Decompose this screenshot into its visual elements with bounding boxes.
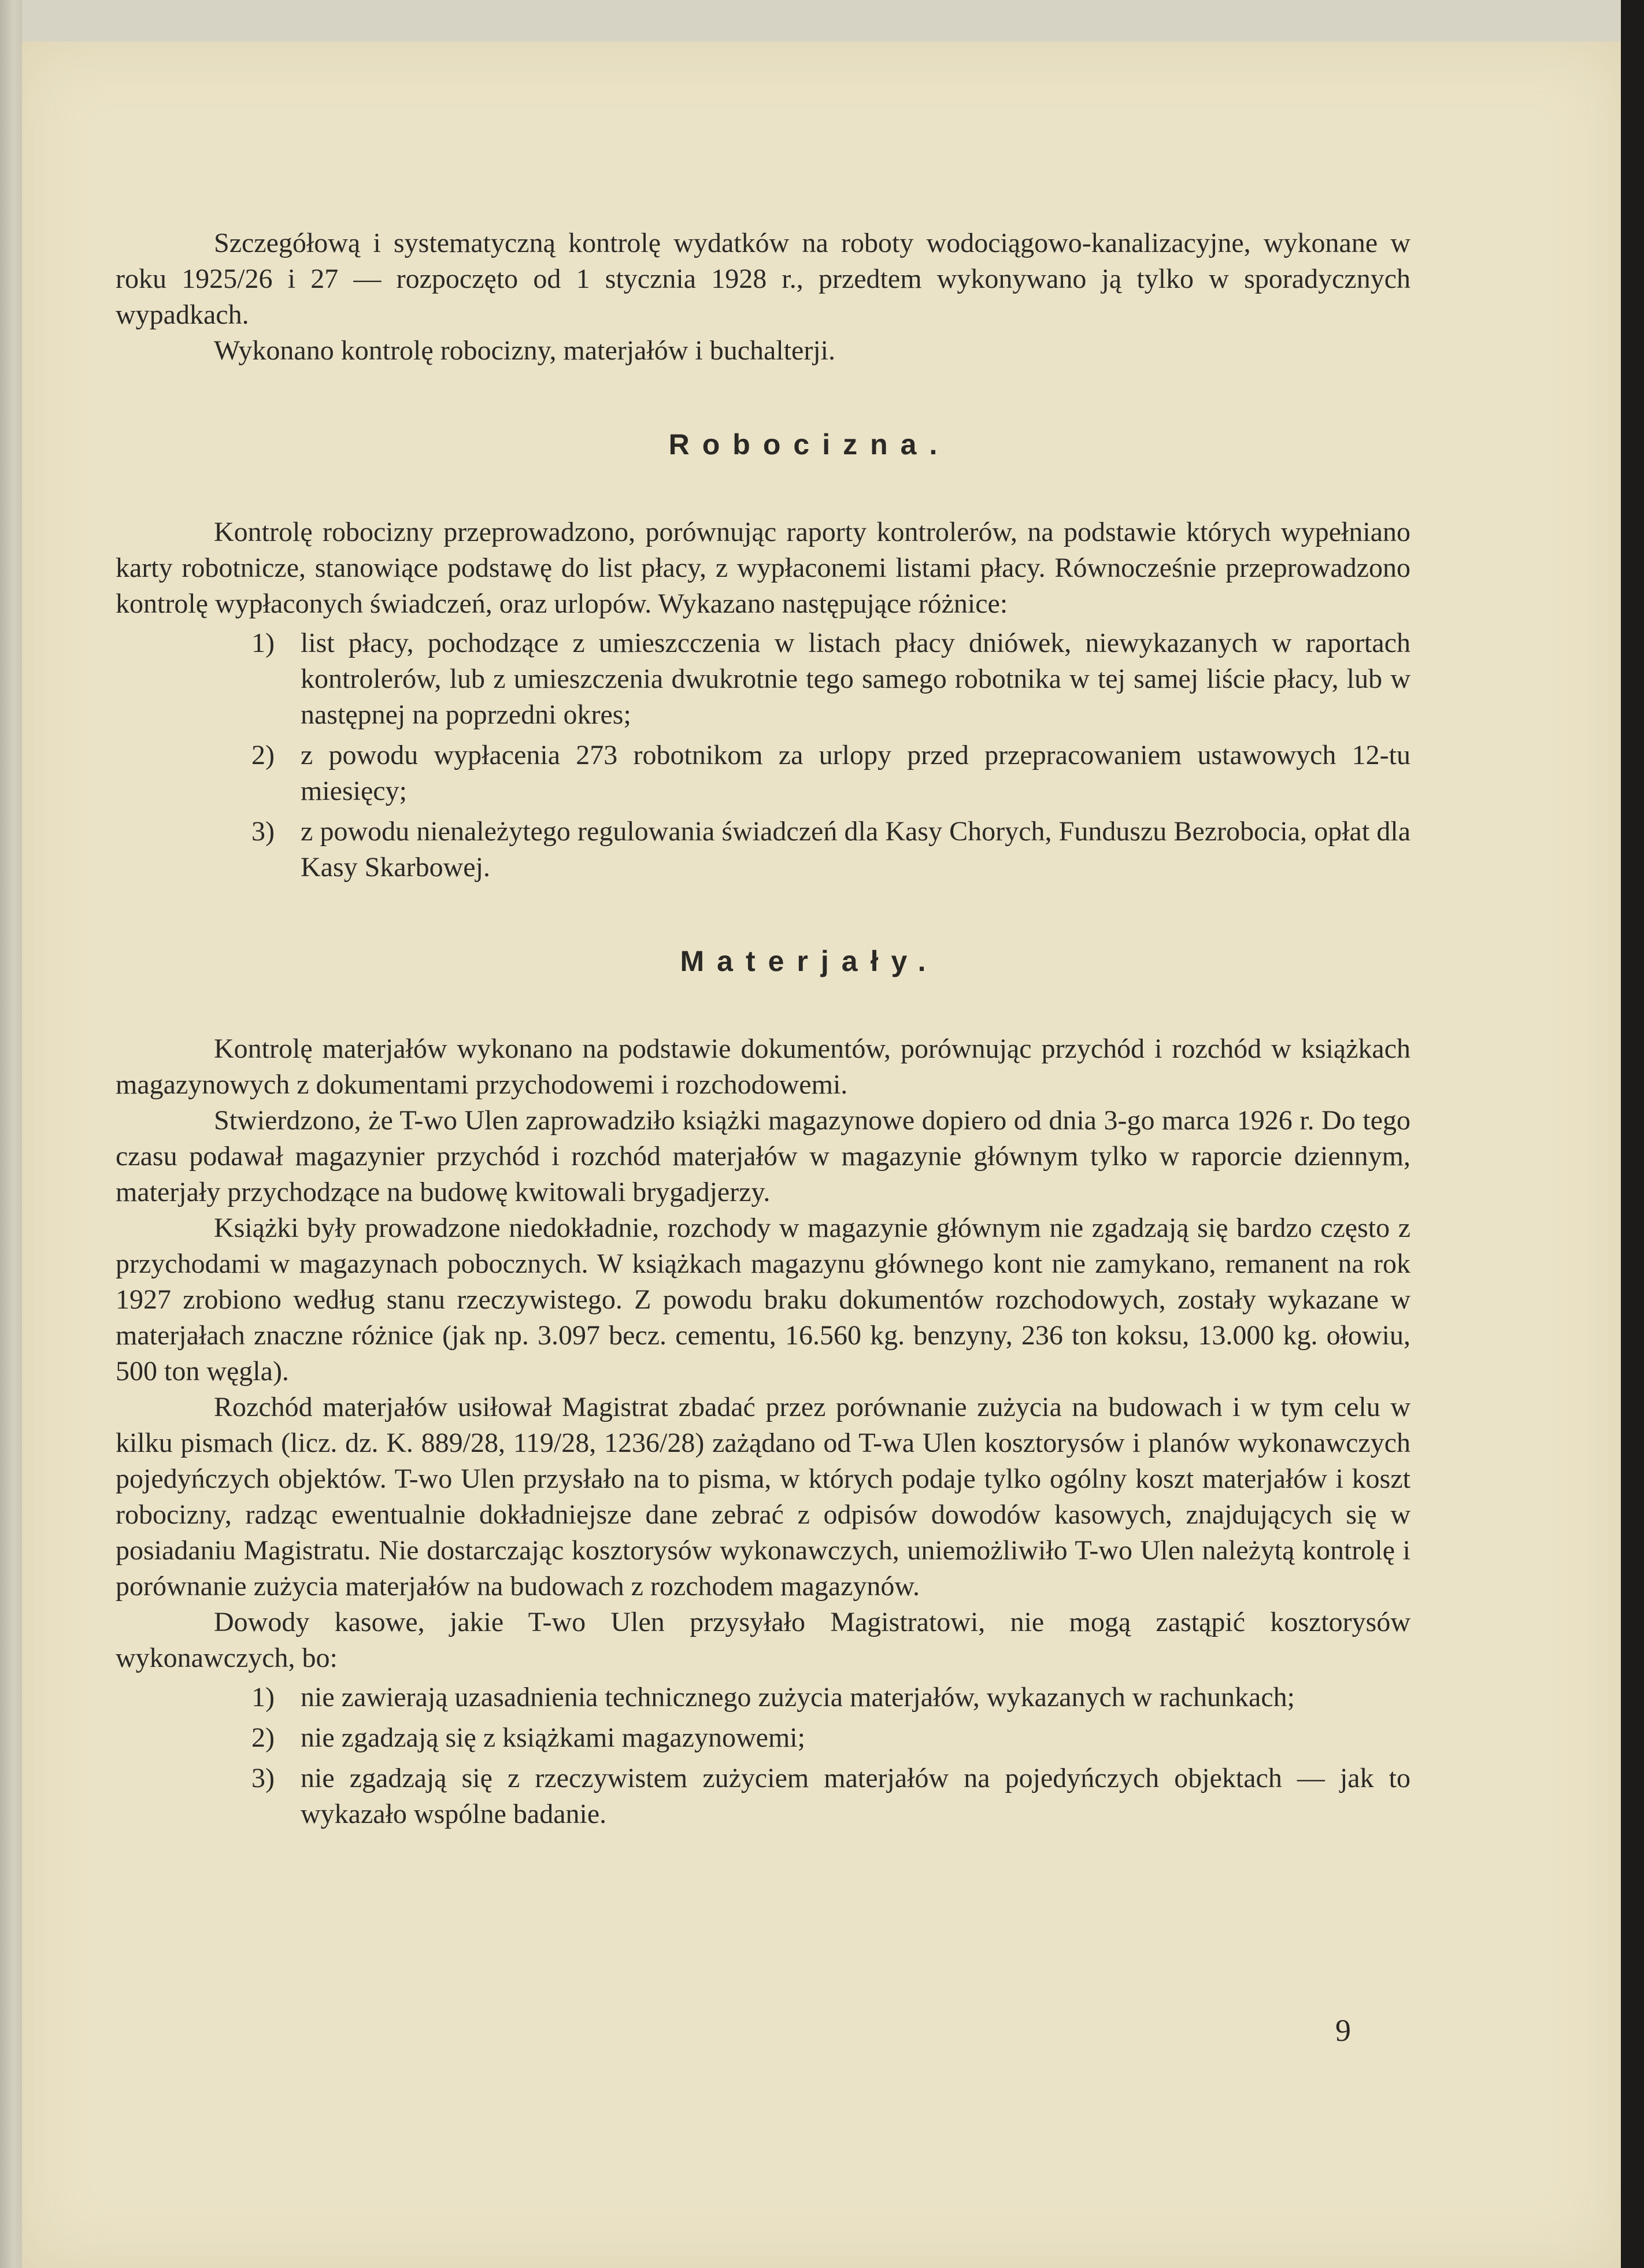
body-text [116, 225, 1410, 1840]
list-item-text: nie zawierają uzasadnienia technicznego zużycia materjałów, wykazanych w rachunkach; [301, 1682, 1295, 1713]
list-item-number: 1) [251, 628, 275, 658]
list-item [116, 1680, 1410, 1715]
list-item-number: 2) [251, 1722, 275, 1753]
materjaly-paragraph-3: Książki były prowadzone niedokładnie, rozchody w magazynie głównym nie zgadzają się bardzo często z przychodami w magazynach pobocznych. W książkach magazynu głównego kont nie zamykano, remanent na rok 1927 zrobiono według stanu rzeczywistego. Z powodu braku dokumentów rozchodowych, zostały wykazane w materjałach znaczne różnice (jak np. 3.097 becz. cementu, 16.560 kg. benzyny, 236 ton koksu, 13.000 kg. ołowiu, 500 ton węgla). [116, 1213, 1410, 1387]
page-number: 9 [1335, 2013, 1351, 2048]
list-item [116, 814, 1410, 885]
list-item-text: z powodu nienależytego regulowania świadczeń dla Kasy Chorych, Funduszu Bezrobocia, opłat dla Kasy Skarbowej. [301, 816, 1410, 883]
list-item-number: 3) [251, 816, 275, 847]
list-item-number: 3) [251, 1763, 275, 1793]
intro-paragraph-1: Szczegółową i systematyczną kontrolę wydatków na roboty wodociągowo-kanalizacyjne, wykonane w roku 1925/26 i 27 — rozpoczęto od 1 stycznia 1928 r., przedtem wykonywano ją tylko w sporadycznych wypadkach. [116, 228, 1410, 330]
list-item-number: 2) [251, 740, 275, 770]
materjaly-paragraph-1: Kontrolę materjałów wykonano na podstawie dokumentów, porównując przychód i rozchód w książkach magazynowych z dokumentami przychodowemi i rozchodowemi. [116, 1033, 1410, 1100]
intro-paragraph-2: Wykonano kontrolę robocizny, materjałów i buchalterji. [214, 335, 835, 366]
section-heading-materjaly: Materjały. [680, 945, 939, 977]
list-item-text: z powodu wypłacenia 273 robotnikom za urlopy przed przepracowaniem ustawowych 12-tu miesięcy; [301, 740, 1410, 806]
book-gutter-edge [0, 0, 22, 2268]
materjaly-paragraph-2: Stwierdzono, że T-wo Ulen zaprowadziło książki magazynowe dopiero od dnia 3-go marca 1926 r. Do tego czasu podawał magazynier przychód i rozchód materjałów w magazynie głównym tylko w raporcie dziennym, materjały przychodzące na budowę kwitowali brygadjerzy. [116, 1105, 1410, 1207]
list-item [116, 625, 1410, 733]
list-item-number: 1) [251, 1682, 275, 1713]
scan-top-margin [0, 0, 1644, 42]
list-item-text: nie zgadzają się z książkami magazynowemi; [301, 1722, 805, 1753]
list-item [116, 1761, 1410, 1832]
section-heading-robocizna: Robocizna. [668, 428, 950, 461]
materjaly-list [116, 1680, 1410, 1832]
materjaly-paragraph-4: Rozchód materjałów usiłował Magistrat zbadać przez porównanie zużycia na budowach i w tym celu w kilku pismach (licz. dz. K. 889/28, 119/28, 1236/28) zażądano od T-wa Ulen kosztorysów i planów wykonawczych pojedyńczych objektów. T-wo Ulen przysłało na to pisma, w których podaje tylko ogólny koszt materjałów i koszt robocizny, radząc ewentualnie dokładniejsze dane zebrać z odpisów dowodów kasowych, znajdujących się w posiadaniu Magistratu. Nie dostarczając kosztorysów wykonawczych, uniemożliwiło T-wo Ulen należytą kontrolę i porównanie zużycia materjałów na budowach z rozchodem magazynów. [116, 1392, 1410, 1602]
list-item [116, 1720, 1410, 1756]
scan-right-border [1621, 0, 1644, 2268]
list-item-text: list płacy, pochodzące z umieszcczenia w listach płacy dniówek, niewykazanych w raportach kontrolerów, lub z umieszczenia dwukrotnie tego samego robotnika w tej samej liście płacy, lub w następnej na poprzedni okres; [301, 628, 1410, 730]
materjaly-paragraph-5: Dowody kasowe, jakie T-wo Ulen przysyłało Magistratowi, nie mogą zastąpić kosztorysów wykonawczych, bo: [116, 1607, 1410, 1673]
list-item-text: nie zgadzają się z rzeczywistem zużyciem materjałów na pojedyńczych objektach — jak to wykazało wspólne badanie. [301, 1763, 1410, 1829]
robocizna-list [116, 625, 1410, 885]
list-item [116, 738, 1410, 809]
robocizna-paragraph-1: Kontrolę robocizny przeprowadzono, porównując raporty kontrolerów, na podstawie których wypełniano karty robotnicze, stanowiące podstawę do list płacy, z wypłaconemi listami płacy. Równocześnie przeprowadzono kontrolę wypłaconych świadczeń, oraz urlopów. Wykazano następujące różnice: [116, 517, 1410, 619]
